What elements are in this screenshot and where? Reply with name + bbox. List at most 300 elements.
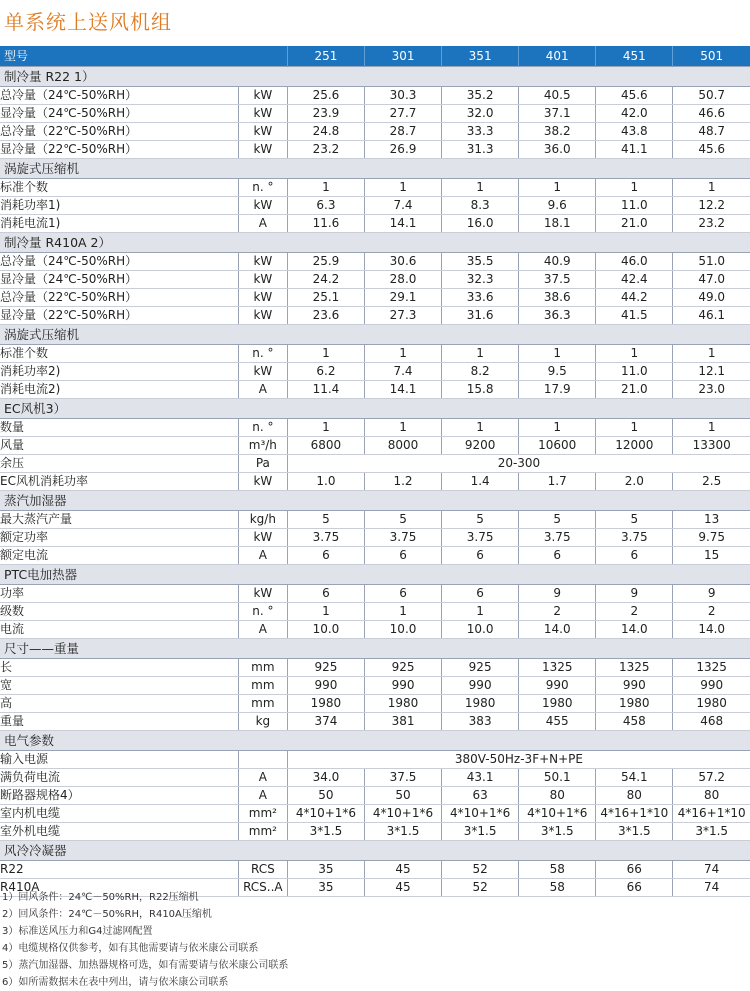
value-cell: 43.1 xyxy=(442,769,519,787)
value-cell: 9.75 xyxy=(673,529,750,547)
value-cell: 9.6 xyxy=(519,197,596,215)
row-unit: A xyxy=(238,787,287,805)
value-cell: 24.8 xyxy=(287,123,364,141)
value-cell: 3.75 xyxy=(596,529,673,547)
row-unit: mm xyxy=(238,659,287,677)
footnotes xyxy=(2,889,288,991)
row-label: 额定电流 xyxy=(0,547,238,565)
value-cell: 32.3 xyxy=(442,271,519,289)
value-cell: 1 xyxy=(364,419,441,437)
value-cell: 33.6 xyxy=(442,289,519,307)
value-cell: 51.0 xyxy=(673,253,750,271)
value-cell: 35.2 xyxy=(442,87,519,105)
value-cell: 374 xyxy=(287,713,364,731)
row-unit: A xyxy=(238,381,287,399)
value-cell: 30.3 xyxy=(364,87,441,105)
value-cell: 30.6 xyxy=(364,253,441,271)
value-cell: 50 xyxy=(287,787,364,805)
value-cell: 24.2 xyxy=(287,271,364,289)
value-cell: 1325 xyxy=(673,659,750,677)
row-label: 余压 xyxy=(0,455,238,473)
value-cell: 42.0 xyxy=(596,105,673,123)
table-row xyxy=(0,419,750,437)
model-header-cell: 501 xyxy=(673,46,750,67)
section-header-row xyxy=(0,731,750,751)
table-row xyxy=(0,197,750,215)
section-header-row xyxy=(0,325,750,345)
value-cell: 38.6 xyxy=(519,289,596,307)
value-cell: 468 xyxy=(673,713,750,731)
row-label: 总冷量（24℃-50%RH） xyxy=(0,253,238,271)
value-cell: 8.3 xyxy=(442,197,519,215)
value-cell: 1980 xyxy=(596,695,673,713)
value-cell: 15.8 xyxy=(442,381,519,399)
section-title: 涡旋式压缩机 xyxy=(0,325,750,345)
value-cell: 66 xyxy=(596,861,673,879)
row-label: R410A xyxy=(0,879,238,897)
row-unit: m³/h xyxy=(238,437,287,455)
value-cell: 2.0 xyxy=(596,473,673,491)
value-cell: 41.1 xyxy=(596,141,673,159)
value-cell: 58 xyxy=(519,861,596,879)
value-cell: 990 xyxy=(287,677,364,695)
footnote: 1）回风条件：24℃－50%RH，R22压缩机 xyxy=(2,892,199,903)
section-title: EC风机3） xyxy=(0,399,750,419)
row-unit: kW xyxy=(238,473,287,491)
value-cell: 23.6 xyxy=(287,307,364,325)
value-cell: 2.5 xyxy=(673,473,750,491)
table-row xyxy=(0,455,750,473)
value-cell: 8000 xyxy=(364,437,441,455)
value-cell: 4*10+1*6 xyxy=(287,805,364,823)
value-cell: 23.0 xyxy=(673,381,750,399)
value-cell: 14.0 xyxy=(519,621,596,639)
table-row xyxy=(0,695,750,713)
value-cell: 48.7 xyxy=(673,123,750,141)
table-row xyxy=(0,751,750,769)
section-header-row xyxy=(0,491,750,511)
value-cell: 2 xyxy=(596,603,673,621)
value-cell: 1.4 xyxy=(442,473,519,491)
row-label: 显冷量（22℃-50%RH） xyxy=(0,307,238,325)
value-cell: 12.2 xyxy=(673,197,750,215)
value-cell: 5 xyxy=(519,511,596,529)
value-cell: 5 xyxy=(287,511,364,529)
value-cell: 3*1.5 xyxy=(673,823,750,841)
value-cell: 458 xyxy=(596,713,673,731)
table-row xyxy=(0,381,750,399)
table-row xyxy=(0,437,750,455)
row-label: 总冷量（24℃-50%RH） xyxy=(0,87,238,105)
row-unit: kW xyxy=(238,105,287,123)
value-cell: 1.7 xyxy=(519,473,596,491)
value-cell: 35 xyxy=(287,879,364,897)
value-cell: 35 xyxy=(287,861,364,879)
value-cell: 1 xyxy=(673,345,750,363)
value-cell: 28.0 xyxy=(364,271,441,289)
value-cell: 455 xyxy=(519,713,596,731)
value-cell: 3*1.5 xyxy=(364,823,441,841)
value-cell: 1 xyxy=(519,179,596,197)
value-cell: 1 xyxy=(364,345,441,363)
value-cell: 1 xyxy=(442,419,519,437)
value-cell: 1 xyxy=(442,179,519,197)
table-row xyxy=(0,621,750,639)
table-row xyxy=(0,713,750,731)
value-cell: 45 xyxy=(364,861,441,879)
table-row xyxy=(0,179,750,197)
section-title: 尺寸——重量 xyxy=(0,639,750,659)
value-cell: 14.0 xyxy=(673,621,750,639)
row-label: 室内机电缆 xyxy=(0,805,238,823)
value-cell: 50 xyxy=(364,787,441,805)
value-cell: 1980 xyxy=(442,695,519,713)
row-label: EC风机消耗功率 xyxy=(0,473,238,491)
value-cell: 50.1 xyxy=(519,769,596,787)
row-label: 消耗电流1) xyxy=(0,215,238,233)
row-unit: mm² xyxy=(238,805,287,823)
value-cell: 13 xyxy=(673,511,750,529)
model-header-row xyxy=(0,46,750,67)
value-cell: 990 xyxy=(596,677,673,695)
row-label: 消耗功率2) xyxy=(0,363,238,381)
value-cell: 14.1 xyxy=(364,381,441,399)
row-label: 总冷量（22℃-50%RH） xyxy=(0,289,238,307)
value-cell: 1325 xyxy=(596,659,673,677)
row-unit: mm² xyxy=(238,823,287,841)
row-unit: A xyxy=(238,621,287,639)
value-cell: 21.0 xyxy=(596,215,673,233)
value-cell: 50.7 xyxy=(673,87,750,105)
spanned-value-cell: 380V-50Hz-3F+N+PE xyxy=(287,751,750,769)
row-label: 标准个数 xyxy=(0,179,238,197)
row-label: 显冷量（22℃-50%RH） xyxy=(0,141,238,159)
value-cell: 58 xyxy=(519,879,596,897)
value-cell: 37.5 xyxy=(519,271,596,289)
value-cell: 80 xyxy=(596,787,673,805)
table-row xyxy=(0,271,750,289)
value-cell: 990 xyxy=(442,677,519,695)
table-row xyxy=(0,215,750,233)
row-unit: kW xyxy=(238,141,287,159)
value-cell: 27.3 xyxy=(364,307,441,325)
value-cell: 74 xyxy=(673,861,750,879)
section-title: 制冷量 R410A 2） xyxy=(0,233,750,253)
row-unit: RCS xyxy=(238,861,287,879)
value-cell: 1980 xyxy=(673,695,750,713)
spec-table-body xyxy=(0,67,750,897)
row-label: 显冷量（24℃-50%RH） xyxy=(0,271,238,289)
value-cell: 10.0 xyxy=(442,621,519,639)
value-cell: 80 xyxy=(673,787,750,805)
value-cell: 3*1.5 xyxy=(442,823,519,841)
section-title: 涡旋式压缩机 xyxy=(0,159,750,179)
row-label: 标准个数 xyxy=(0,345,238,363)
row-unit: kg/h xyxy=(238,511,287,529)
value-cell: 5 xyxy=(364,511,441,529)
value-cell: 23.2 xyxy=(673,215,750,233)
table-row xyxy=(0,677,750,695)
value-cell: 6 xyxy=(287,547,364,565)
value-cell: 3*1.5 xyxy=(519,823,596,841)
value-cell: 12000 xyxy=(596,437,673,455)
value-cell: 52 xyxy=(442,879,519,897)
footnote: 3）标准送风压力和G4过滤网配置 xyxy=(2,926,153,937)
value-cell: 1 xyxy=(364,179,441,197)
value-cell: 9 xyxy=(673,585,750,603)
value-cell: 66 xyxy=(596,879,673,897)
value-cell: 4*10+1*6 xyxy=(519,805,596,823)
value-cell: 925 xyxy=(287,659,364,677)
value-cell: 1 xyxy=(442,603,519,621)
value-cell: 27.7 xyxy=(364,105,441,123)
value-cell: 12.1 xyxy=(673,363,750,381)
value-cell: 3.75 xyxy=(519,529,596,547)
row-label: 显冷量（24℃-50%RH） xyxy=(0,105,238,123)
model-header-cell: 451 xyxy=(596,46,673,67)
row-label: 宽 xyxy=(0,677,238,695)
value-cell: 54.1 xyxy=(596,769,673,787)
model-header-cell: 351 xyxy=(442,46,519,67)
table-row xyxy=(0,529,750,547)
value-cell: 1980 xyxy=(287,695,364,713)
value-cell: 3*1.5 xyxy=(596,823,673,841)
section-title: 制冷量 R22 1） xyxy=(0,67,750,87)
value-cell: 1325 xyxy=(519,659,596,677)
section-title: 风冷冷凝器 xyxy=(0,841,750,861)
value-cell: 11.0 xyxy=(596,363,673,381)
value-cell: 6 xyxy=(287,585,364,603)
section-title: 电气参数 xyxy=(0,731,750,751)
value-cell: 11.4 xyxy=(287,381,364,399)
section-header-row xyxy=(0,565,750,585)
row-unit: A xyxy=(238,547,287,565)
value-cell: 34.0 xyxy=(287,769,364,787)
value-cell: 1980 xyxy=(519,695,596,713)
value-cell: 41.5 xyxy=(596,307,673,325)
value-cell: 2 xyxy=(519,603,596,621)
row-unit: A xyxy=(238,769,287,787)
row-unit: n. ° xyxy=(238,179,287,197)
value-cell: 25.9 xyxy=(287,253,364,271)
row-label: 消耗功率1) xyxy=(0,197,238,215)
value-cell: 44.2 xyxy=(596,289,673,307)
value-cell: 7.4 xyxy=(364,197,441,215)
value-cell: 74 xyxy=(673,879,750,897)
section-title: 蒸汽加湿器 xyxy=(0,491,750,511)
row-unit: kW xyxy=(238,529,287,547)
table-row xyxy=(0,547,750,565)
section-header-row xyxy=(0,841,750,861)
row-unit: kW xyxy=(238,307,287,325)
row-label: 断路器规格4） xyxy=(0,787,238,805)
row-label: 消耗电流2) xyxy=(0,381,238,399)
row-unit: kW xyxy=(238,197,287,215)
value-cell: 46.6 xyxy=(673,105,750,123)
table-row xyxy=(0,141,750,159)
model-header-cell: 401 xyxy=(519,46,596,67)
page-title: 单系统上送风机组 xyxy=(4,10,172,34)
table-row xyxy=(0,363,750,381)
value-cell: 3.75 xyxy=(364,529,441,547)
footnote: 2）回风条件：24℃－50%RH，R410A压缩机 xyxy=(2,909,212,920)
model-header-cell: 301 xyxy=(364,46,441,67)
value-cell: 40.9 xyxy=(519,253,596,271)
value-cell: 9200 xyxy=(442,437,519,455)
value-cell: 3.75 xyxy=(287,529,364,547)
value-cell: 45.6 xyxy=(596,87,673,105)
value-cell: 6 xyxy=(519,547,596,565)
row-label: 室外机电缆 xyxy=(0,823,238,841)
value-cell: 36.0 xyxy=(519,141,596,159)
row-label: 高 xyxy=(0,695,238,713)
value-cell: 14.1 xyxy=(364,215,441,233)
value-cell: 45.6 xyxy=(673,141,750,159)
value-cell: 4*16+1*10 xyxy=(596,805,673,823)
value-cell: 1980 xyxy=(364,695,441,713)
value-cell: 990 xyxy=(519,677,596,695)
value-cell: 37.1 xyxy=(519,105,596,123)
value-cell: 8.2 xyxy=(442,363,519,381)
value-cell: 31.6 xyxy=(442,307,519,325)
value-cell: 43.8 xyxy=(596,123,673,141)
row-unit: mm xyxy=(238,695,287,713)
row-unit: kW xyxy=(238,271,287,289)
table-row xyxy=(0,659,750,677)
value-cell: 1 xyxy=(287,345,364,363)
value-cell: 1 xyxy=(287,603,364,621)
value-cell: 15 xyxy=(673,547,750,565)
row-unit: kW xyxy=(238,123,287,141)
value-cell: 990 xyxy=(364,677,441,695)
section-header-row xyxy=(0,399,750,419)
row-unit: kW xyxy=(238,87,287,105)
value-cell: 63 xyxy=(442,787,519,805)
value-cell: 33.3 xyxy=(442,123,519,141)
value-cell: 1 xyxy=(596,179,673,197)
row-unit: n. ° xyxy=(238,419,287,437)
table-row xyxy=(0,805,750,823)
table-row xyxy=(0,585,750,603)
value-cell: 32.0 xyxy=(442,105,519,123)
model-header-cell: 251 xyxy=(287,46,364,67)
section-header-row xyxy=(0,67,750,87)
value-cell: 7.4 xyxy=(364,363,441,381)
value-cell: 5 xyxy=(596,511,673,529)
value-cell: 17.9 xyxy=(519,381,596,399)
value-cell: 6 xyxy=(364,547,441,565)
value-cell: 25.1 xyxy=(287,289,364,307)
value-cell: 6 xyxy=(442,585,519,603)
row-unit: n. ° xyxy=(238,345,287,363)
footnote: 5）蒸汽加湿器、加热器规格可选，如有需要请与依米康公司联系 xyxy=(2,960,289,971)
value-cell: 1 xyxy=(442,345,519,363)
section-header-row xyxy=(0,233,750,253)
table-row xyxy=(0,473,750,491)
value-cell: 11.6 xyxy=(287,215,364,233)
row-unit: Pa xyxy=(238,455,287,473)
value-cell: 3.75 xyxy=(442,529,519,547)
value-cell: 381 xyxy=(364,713,441,731)
value-cell: 36.3 xyxy=(519,307,596,325)
value-cell: 5 xyxy=(442,511,519,529)
value-cell: 10.0 xyxy=(364,621,441,639)
row-label: 电流 xyxy=(0,621,238,639)
value-cell: 1 xyxy=(596,419,673,437)
value-cell: 6 xyxy=(442,547,519,565)
table-row xyxy=(0,345,750,363)
value-cell: 6800 xyxy=(287,437,364,455)
row-label: 额定功率 xyxy=(0,529,238,547)
value-cell: 14.0 xyxy=(596,621,673,639)
value-cell: 1.2 xyxy=(364,473,441,491)
value-cell: 3*1.5 xyxy=(287,823,364,841)
table-row xyxy=(0,511,750,529)
row-unit: kg xyxy=(238,713,287,731)
spec-table xyxy=(0,46,750,897)
row-label: 输入电源 xyxy=(0,751,238,769)
table-row xyxy=(0,105,750,123)
row-label: 风量 xyxy=(0,437,238,455)
value-cell: 9.5 xyxy=(519,363,596,381)
value-cell: 29.1 xyxy=(364,289,441,307)
row-unit: RCS..A xyxy=(238,879,287,897)
value-cell: 42.4 xyxy=(596,271,673,289)
value-cell: 25.6 xyxy=(287,87,364,105)
footnote: 6）如所需数据未在表中列出，请与依米康公司联系 xyxy=(2,977,229,988)
value-cell: 9 xyxy=(596,585,673,603)
value-cell: 6.2 xyxy=(287,363,364,381)
footnote: 4）电缆规格仅供参考，如有其他需要请与依米康公司联系 xyxy=(2,943,259,954)
value-cell: 46.0 xyxy=(596,253,673,271)
table-row xyxy=(0,87,750,105)
value-cell: 2 xyxy=(673,603,750,621)
row-unit: kW xyxy=(238,253,287,271)
table-row xyxy=(0,861,750,879)
value-cell: 1 xyxy=(287,179,364,197)
section-header-row xyxy=(0,639,750,659)
table-row xyxy=(0,253,750,271)
value-cell: 1 xyxy=(519,345,596,363)
value-cell: 16.0 xyxy=(442,215,519,233)
row-label: 级数 xyxy=(0,603,238,621)
table-row xyxy=(0,769,750,787)
value-cell: 47.0 xyxy=(673,271,750,289)
value-cell: 46.1 xyxy=(673,307,750,325)
table-row xyxy=(0,123,750,141)
value-cell: 1 xyxy=(673,419,750,437)
value-cell: 31.3 xyxy=(442,141,519,159)
row-unit xyxy=(238,751,287,769)
model-label: 型号 xyxy=(0,46,287,67)
value-cell: 9 xyxy=(519,585,596,603)
row-unit: kW xyxy=(238,363,287,381)
row-label: R22 xyxy=(0,861,238,879)
value-cell: 10600 xyxy=(519,437,596,455)
value-cell: 6 xyxy=(364,585,441,603)
value-cell: 28.7 xyxy=(364,123,441,141)
value-cell: 1.0 xyxy=(287,473,364,491)
row-unit: kW xyxy=(238,289,287,307)
value-cell: 23.2 xyxy=(287,141,364,159)
value-cell: 1 xyxy=(596,345,673,363)
value-cell: 4*10+1*6 xyxy=(364,805,441,823)
row-unit: A xyxy=(238,215,287,233)
row-unit: n. ° xyxy=(238,603,287,621)
value-cell: 1 xyxy=(287,419,364,437)
value-cell: 4*16+1*10 xyxy=(673,805,750,823)
value-cell: 49.0 xyxy=(673,289,750,307)
